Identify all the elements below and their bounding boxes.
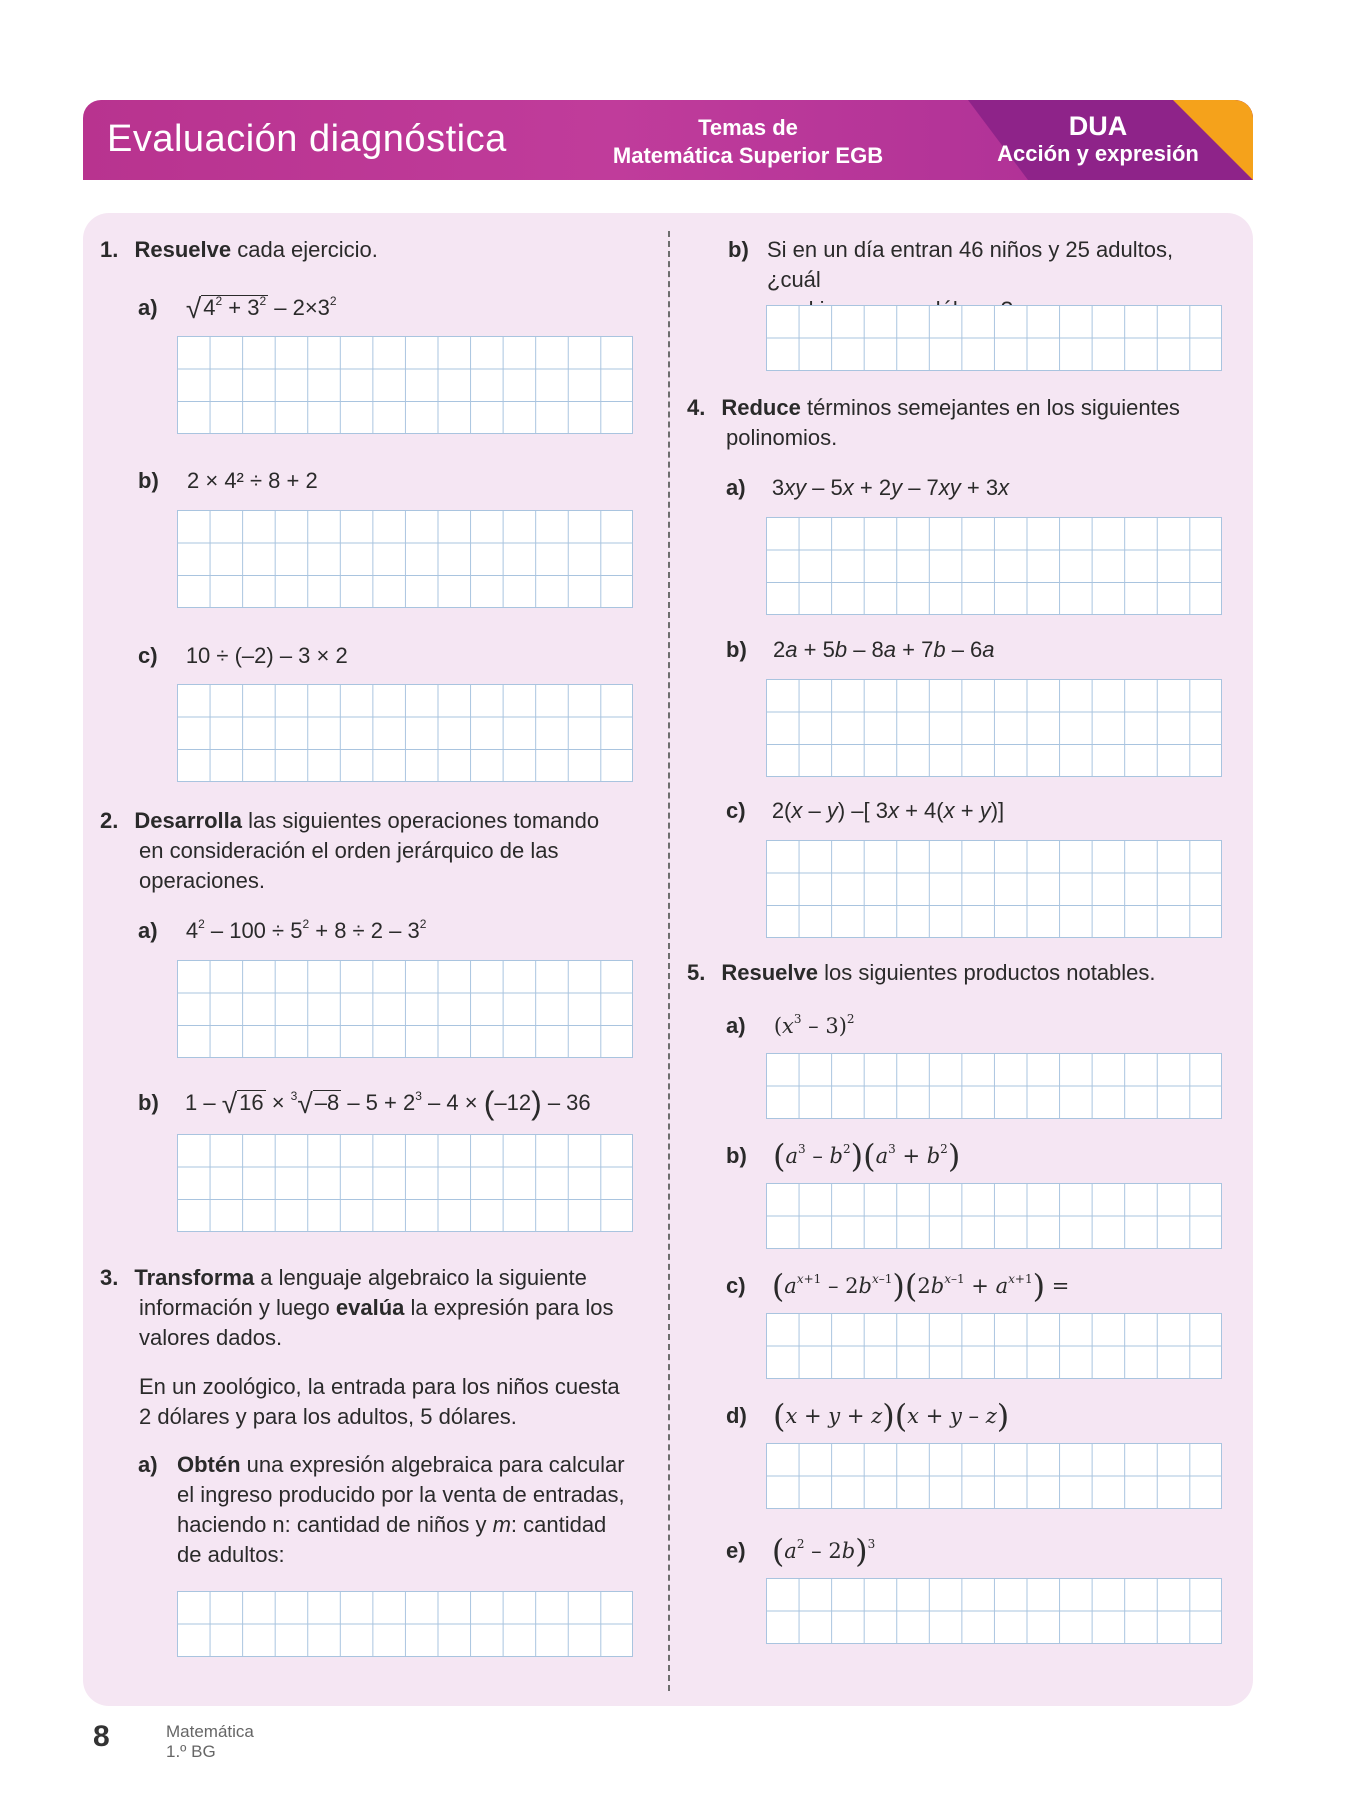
answer-grid-1c[interactable] [177, 684, 633, 782]
question-text-3: operaciones. [139, 868, 265, 893]
answer-grid-4b[interactable] [766, 679, 1222, 777]
item-label: c) [726, 798, 746, 823]
question-verb: Desarrolla [134, 808, 242, 833]
question-verb: Reduce [721, 395, 801, 420]
question-verb-2: evalúa [335, 1295, 405, 1320]
q5-item-b [726, 1137, 961, 1175]
header-band [83, 100, 1253, 180]
q4-item-a [726, 473, 1009, 503]
item-text-1: Si en un día entran 46 niños y 25 adultos, ¿cuál [767, 237, 1174, 292]
q5e-expression: $(a^2 - 2b)^3$ [771, 1532, 876, 1570]
q1a-expression: $√4^2 + 3^2 - 2\times 3^2$ [185, 293, 337, 324]
question-number: 3. [100, 1265, 119, 1290]
item-label: a) [726, 475, 746, 500]
q5d-expression: (x + y + z)(x + y – z) [773, 1397, 1010, 1435]
item-label: b) [726, 1143, 747, 1168]
question-text-3: valores dados. [139, 1325, 283, 1350]
answer-grid-3b[interactable] [766, 305, 1222, 371]
answer-grid-5c[interactable] [766, 1313, 1222, 1379]
q3-item-a [138, 1450, 638, 1570]
question-text: los siguientes productos notables. [817, 960, 1156, 985]
q5b-expression: $(a^3 - b^2)(a^3 + b^2)$ [773, 1137, 961, 1175]
answer-grid-3a[interactable] [177, 1591, 633, 1657]
answer-grid-4a[interactable] [766, 517, 1222, 615]
item-text-3m: m [492, 1512, 511, 1537]
item-text-1: una expresión algebraica para calcular [240, 1452, 625, 1477]
q4c-expression: 2(x – y) –[ 3x + 4(x + y)] [771, 798, 1005, 823]
item-label: a) [138, 1452, 158, 1477]
q4b-expression: 2a + 5b – 8a + 7b – 6a [773, 637, 995, 662]
question-text-2b: la expresión para los [404, 1295, 614, 1320]
dua-subtitle: Acción y expresión [997, 141, 1199, 166]
footer-grade: 1.º BG [166, 1742, 216, 1761]
answer-grid-2a[interactable] [177, 960, 633, 1058]
q5c-expression: $(a^{x+1} - 2b^{x-1})(2b^{x-1} + a^{x+1})$ = [771, 1267, 1070, 1305]
item-label: e) [726, 1538, 746, 1563]
q4-item-c [726, 796, 1004, 826]
item-label: a) [138, 918, 158, 943]
item-label: b) [728, 237, 749, 262]
item-text-2: el ingreso producido por la venta de entradas, [177, 1482, 625, 1507]
question-3 [100, 1263, 630, 1353]
context-line-1: En un zoológico, la entrada para los niños cuesta [139, 1374, 620, 1399]
item-label: c) [726, 1273, 746, 1298]
answer-grid-5e[interactable] [766, 1578, 1222, 1644]
temas-line-1: Temas de [698, 115, 798, 140]
item-label: a) [726, 1013, 746, 1038]
question-text-1: términos semejantes en los siguientes [800, 395, 1180, 420]
item-label: b) [726, 637, 747, 662]
question-2 [100, 806, 620, 896]
question-4 [687, 393, 1217, 453]
q1-item-c [138, 641, 348, 671]
q1-item-a [138, 293, 337, 324]
column-divider [668, 231, 670, 1691]
content-panel [83, 213, 1253, 1706]
answer-grid-5b[interactable] [766, 1183, 1222, 1249]
page-number: 8 [93, 1720, 110, 1753]
question-number: 2. [100, 808, 119, 833]
q5-item-a [726, 1011, 855, 1041]
footer-subject-name: Matemática [166, 1722, 254, 1741]
question-number: 1. [100, 237, 119, 262]
dua-label [963, 112, 1233, 168]
q2b-expression: $1 - √16 \times ^3√-8 - 5 + 2^3 - 4 \times (-12) - 36$ [185, 1085, 591, 1121]
temas-label [588, 114, 908, 170]
q5-item-d [726, 1397, 1010, 1435]
answer-grid-5a[interactable] [766, 1053, 1222, 1119]
question-text-1: las siguientes operaciones tomando [241, 808, 600, 833]
q2a-expression: $4^2 - 100 \div 5^2 + 8 \div 2 - 3^2$ [185, 917, 427, 943]
item-text-3a: haciendo n: cantidad de niños y [177, 1512, 493, 1537]
item-text-4: de adultos: [177, 1542, 285, 1567]
question-verb: Resuelve [721, 960, 818, 985]
dua-title: DUA [1068, 111, 1128, 141]
answer-grid-5d[interactable] [766, 1443, 1222, 1509]
item-label: a) [138, 295, 158, 320]
q5-item-c [726, 1267, 1070, 1305]
q4a-expression: 3xy – 5x + 2y – 7xy + 3x [771, 475, 1010, 500]
q1b-expression: 2 × 4² ÷ 8 + 2 [187, 468, 318, 493]
q4-item-b [726, 635, 995, 665]
question-number: 5. [687, 960, 706, 985]
question-text: cada ejercicio. [231, 237, 378, 262]
context-line-2: 2 dólares y para los adultos, 5 dólares. [139, 1404, 517, 1429]
footer-subject [166, 1722, 254, 1762]
answer-grid-1b[interactable] [177, 510, 633, 608]
question-verb: Transforma [134, 1265, 255, 1290]
question-text-2a: información y luego [139, 1295, 336, 1320]
question-5 [687, 958, 1156, 988]
question-number: 4. [687, 395, 706, 420]
item-label: b) [138, 1090, 159, 1115]
q2-item-b [138, 1085, 591, 1121]
item-label: c) [138, 643, 158, 668]
question-1 [100, 235, 378, 265]
q5a-expression: $(x^3 - 3)^2$ [773, 1012, 855, 1038]
item-text-3b: : cantidad [510, 1512, 607, 1537]
page-title: Evaluación diagnóstica [107, 118, 507, 160]
question-text-1: a lenguaje algebraico la siguiente [254, 1265, 587, 1290]
answer-grid-2b[interactable] [177, 1134, 633, 1232]
item-label: b) [138, 468, 159, 493]
q1c-expression: 10 ÷ (–2) – 3 × 2 [185, 643, 348, 668]
question-text-2: polinomios. [726, 425, 838, 450]
answer-grid-4c[interactable] [766, 840, 1222, 938]
q2-item-a [138, 916, 426, 946]
item-label: d) [726, 1403, 747, 1428]
item-verb: Obtén [177, 1452, 241, 1477]
question-text-2: en consideración el orden jerárquico de las [139, 838, 559, 863]
q5-item-e [726, 1532, 876, 1570]
q3-context [139, 1372, 620, 1432]
answer-grid-1a[interactable] [177, 336, 633, 434]
q1-item-b [138, 466, 318, 496]
temas-line-2: Matemática Superior EGB [612, 143, 884, 168]
question-verb: Resuelve [134, 237, 232, 262]
